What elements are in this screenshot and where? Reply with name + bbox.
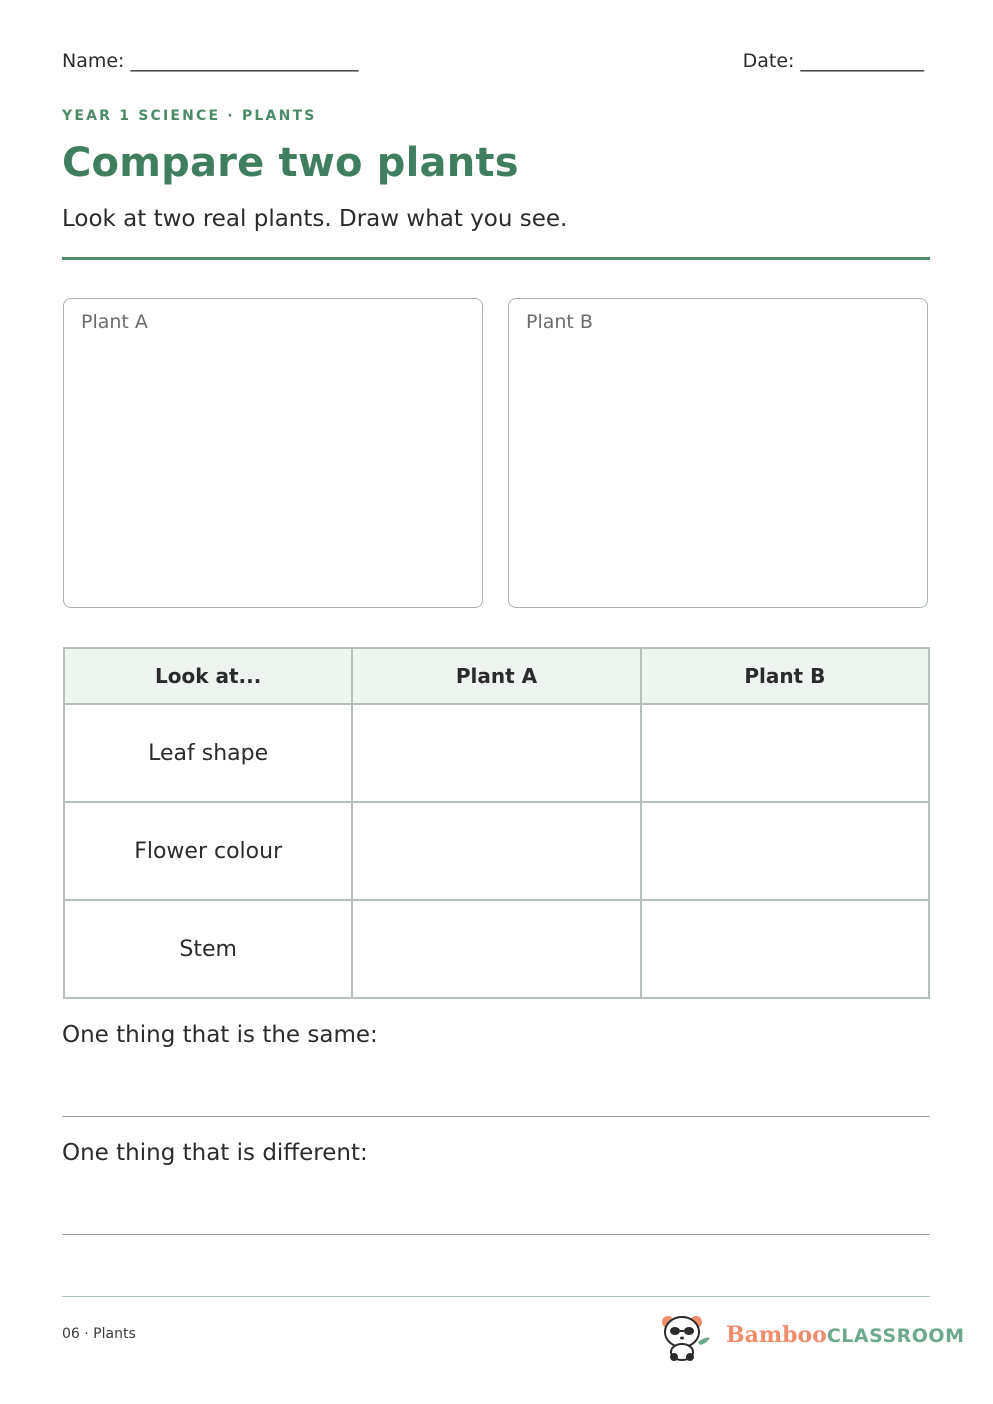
subject-label: YEAR 1 SCIENCE · PLANTS — [62, 108, 317, 124]
table-header-row — [64, 648, 929, 704]
answer-cell-plant-a[interactable] — [352, 900, 640, 998]
brand-name-part2: CLASSROOM — [826, 1325, 965, 1347]
different-answer-line[interactable] — [62, 1234, 930, 1235]
footer-divider — [62, 1296, 930, 1297]
row-label-cell: Leaf shape — [64, 704, 352, 802]
comparison-table — [63, 647, 930, 999]
table-row — [64, 900, 929, 998]
drawing-box-label: Plant B — [526, 311, 593, 333]
answer-cell-plant-b[interactable] — [641, 900, 929, 998]
answer-cell-plant-a[interactable] — [352, 802, 640, 900]
panda-mascot-icon — [656, 1312, 712, 1362]
page-title: Compare two plants — [62, 140, 519, 186]
drawing-box-label: Plant A — [81, 311, 148, 333]
row-label-cell: Stem — [64, 900, 352, 998]
footer-page-label: 06 · Plants — [62, 1326, 136, 1342]
answer-cell-plant-b[interactable] — [641, 802, 929, 900]
date-field[interactable]: Date: _____________ — [742, 50, 924, 72]
instruction-text: Look at two real plants. Draw what you see. — [62, 206, 568, 232]
table-row — [64, 704, 929, 802]
answer-cell-plant-b[interactable] — [641, 704, 929, 802]
brand-name-part1: Bamboo — [726, 1322, 827, 1348]
drawing-box-plant-b[interactable] — [508, 298, 928, 608]
column-header: Look at... — [64, 648, 352, 704]
name-field[interactable]: Name: ________________________ — [62, 50, 359, 72]
same-prompt: One thing that is the same: — [62, 1022, 378, 1048]
table-row — [64, 802, 929, 900]
same-answer-line[interactable] — [62, 1116, 930, 1117]
column-header: Plant A — [352, 648, 640, 704]
different-prompt: One thing that is different: — [62, 1140, 368, 1166]
brand-name — [726, 1322, 964, 1348]
answer-cell-plant-a[interactable] — [352, 704, 640, 802]
title-divider — [62, 257, 930, 260]
row-label-cell: Flower colour — [64, 802, 352, 900]
column-header: Plant B — [641, 648, 929, 704]
header-row — [62, 50, 924, 78]
brand-logo — [656, 1312, 965, 1362]
drawing-box-plant-a[interactable] — [63, 298, 483, 608]
